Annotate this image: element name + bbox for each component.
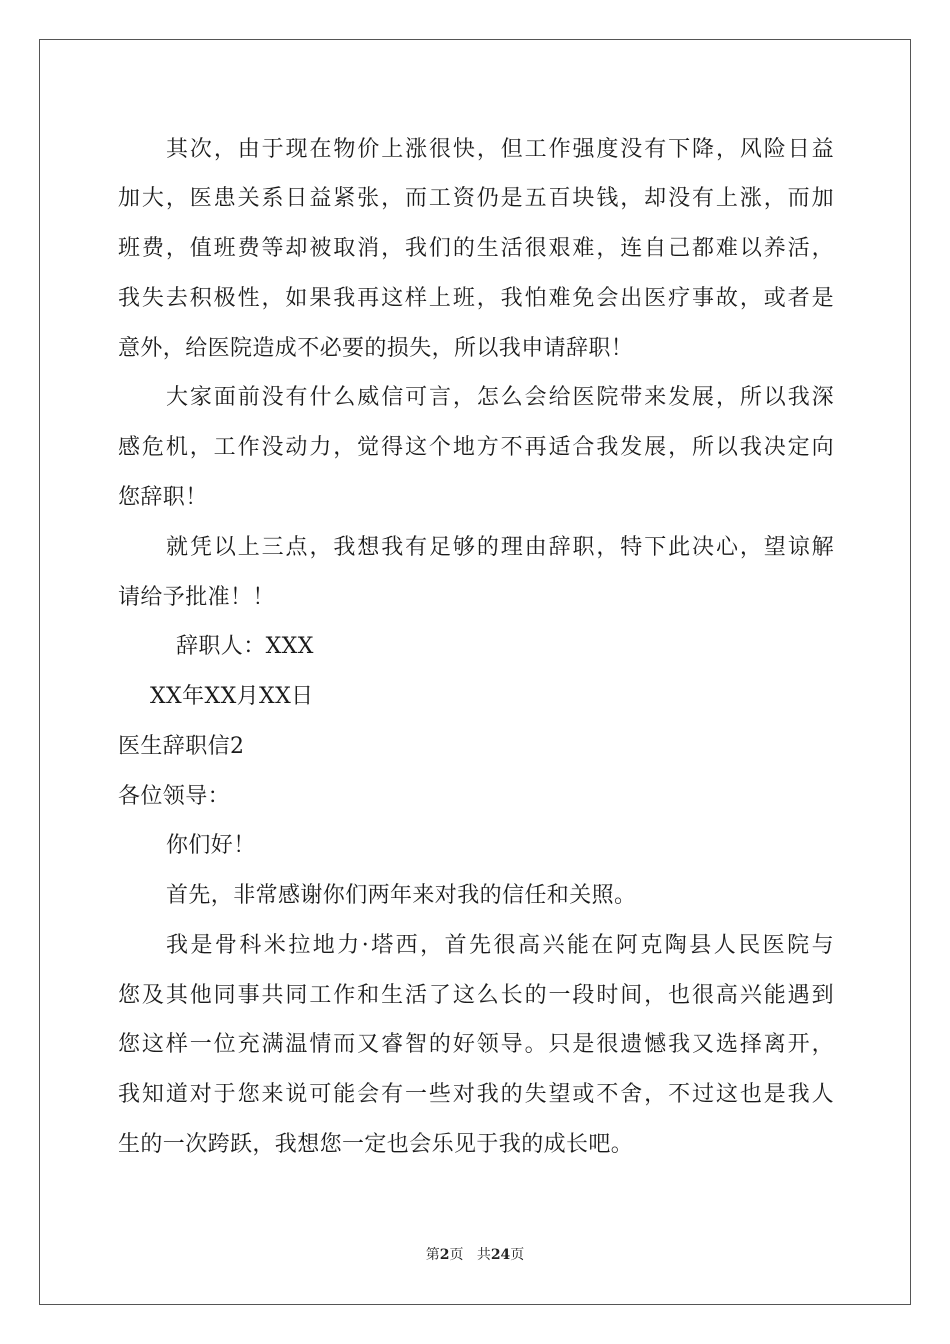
paragraph-line: 班费，值班费等却被取消，我们的生活很艰难，连自己都难以养活， [118, 236, 834, 261]
paragraph-line: 生的一次跨跃，我想您一定也会乐见于我的成长吧。 [118, 1132, 634, 1157]
paragraph-line: 感危机，工作没动力，觉得这个地方不再适合我发展，所以我决定向 [118, 435, 834, 460]
page-total: 24 [490, 1247, 511, 1263]
date-line: XX年XX月XX日 [150, 684, 314, 709]
page-suffix: 页 [449, 1247, 464, 1263]
page-border [39, 39, 911, 1305]
letter-title: 医生辞职信2 [118, 734, 245, 759]
paragraph-line: 请给予批准！！ [118, 585, 275, 610]
paragraph-line: 您这样一位充满温情而又睿智的好领导。只是很遗憾我又选择离开， [118, 1032, 834, 1057]
page-footer [0, 1245, 950, 1265]
signature-line: 辞职人：XXX [176, 634, 314, 659]
paragraph-line: 您辞职！ [118, 485, 208, 510]
paragraph-line: 加大，医患关系日益紧张，而工资仍是五百块钱，却没有上涨，而加 [118, 186, 834, 211]
total-suffix: 页 [510, 1247, 525, 1263]
paragraph-line: 您及其他同事共同工作和生活了这么长的一段时间，也很高兴能遇到 [118, 983, 834, 1008]
page-current: 2 [439, 1247, 450, 1263]
paragraph-line: 我知道对于您来说可能会有一些对我的失望或不舍，不过这也是我人 [118, 1082, 834, 1107]
salutation: 各位领导： [118, 784, 231, 809]
paragraph-line: 首先，非常感谢你们两年来对我的信任和关照。 [166, 883, 637, 908]
paragraph-line: 其次，由于现在物价上涨很快，但工作强度没有下降，风险日益 [166, 137, 834, 162]
paragraph-line: 就凭以上三点，我想我有足够的理由辞职，特下此决心，望谅解 [166, 535, 834, 560]
total-prefix: 共 [476, 1247, 491, 1263]
page-prefix: 第 [425, 1247, 440, 1263]
paragraph-line: 大家面前没有什么威信可言，怎么会给医院带来发展，所以我深 [166, 385, 834, 410]
paragraph-line: 我失去积极性，如果我再这样上班，我怕难免会出医疗事故，或者是 [118, 286, 834, 311]
paragraph-line: 我是骨科米拉地力·塔西，首先很高兴能在阿克陶县人民医院与 [166, 933, 834, 958]
paragraph-line: 意外，给医院造成不必要的损失，所以我申请辞职！ [118, 336, 634, 361]
greeting: 你们好！ [166, 833, 256, 858]
